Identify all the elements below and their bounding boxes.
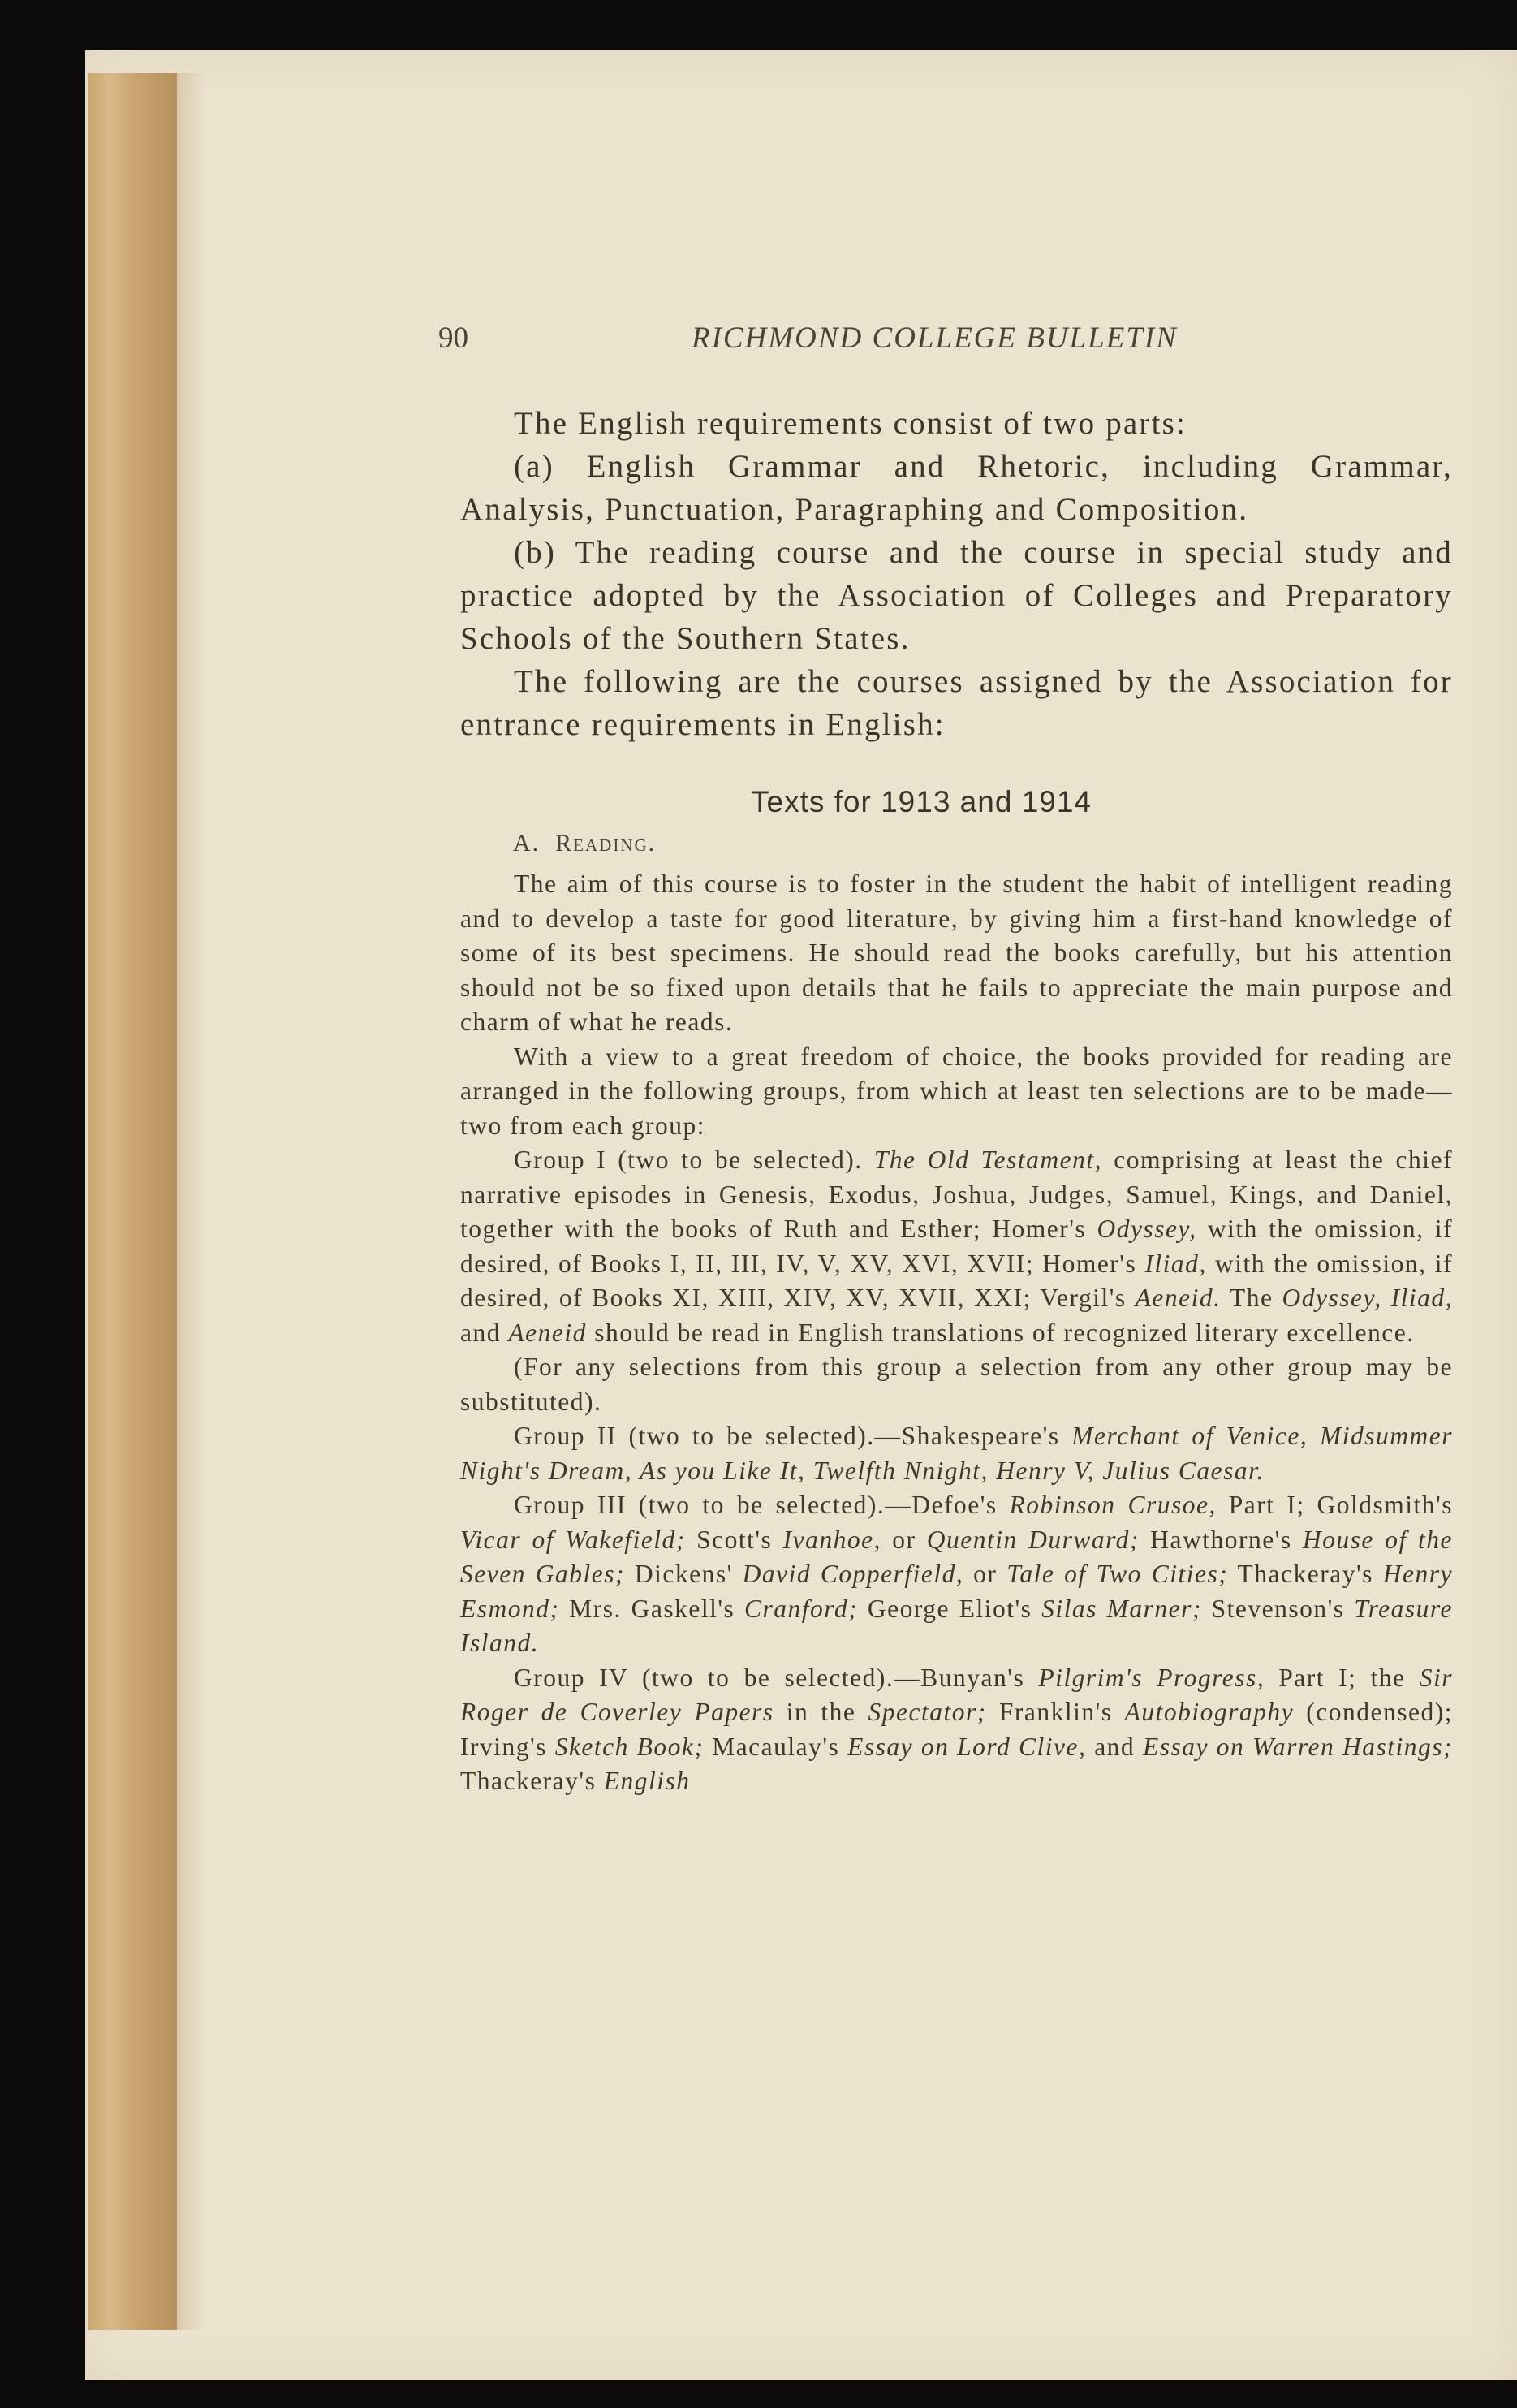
text-run: Scott's	[685, 1525, 783, 1554]
book-title: Treasure Island.	[460, 1594, 1453, 1657]
book-title: Quentin Durward;	[926, 1525, 1140, 1554]
reading-body	[460, 867, 1453, 1799]
book-title: The Old Testament,	[873, 1146, 1103, 1174]
text-run: Group II (two to be selected).—Shakespeare's	[514, 1422, 1072, 1450]
book-title: English	[603, 1767, 691, 1795]
text-run: Group III (two to be selected).—Defoe's	[514, 1491, 1010, 1519]
text-run: and	[460, 1318, 509, 1347]
text-run: Franklin's	[986, 1698, 1125, 1726]
text-run: Group IV (two to be selected).—Bunyan's	[514, 1663, 1039, 1692]
book-title: Vicar of Wakefield;	[460, 1525, 686, 1554]
text-run: Macaulay's	[704, 1732, 848, 1761]
book-title: Odyssey,	[1097, 1215, 1197, 1243]
intro-paragraph: (b) The reading course and the course in special study and practice adopted by the Association of Colleges and Preparatory Schools of the Southern States.	[460, 535, 1453, 656]
text-run: should be read in English translations of recognized literary excellence.	[586, 1318, 1415, 1347]
book-title: Odyssey, Iliad,	[1282, 1284, 1454, 1312]
substitution-note: (For any selections from this group a selection from any other group may be substituted).	[460, 1353, 1453, 1416]
group-two-paragraph	[460, 1419, 1453, 1488]
running-head: RICHMOND COLLEGE BULLETIN	[692, 321, 1178, 355]
text-run: or	[963, 1560, 1007, 1588]
text-run: in the	[774, 1698, 868, 1726]
book-title: Essay on Warren Hastings;	[1142, 1732, 1453, 1761]
text-run: Stevenson's	[1201, 1594, 1355, 1623]
page-edge-gutter	[88, 73, 177, 2330]
text-run: Hawthorne's	[1139, 1525, 1303, 1554]
section-label: Reading.	[555, 830, 657, 857]
paragraph-view: With a view to a great freedom of choice, the books provided for reading are arranged in the following groups, from which at least ten selections are to be made—two from each group:	[460, 1042, 1453, 1140]
section-heading	[513, 830, 656, 857]
text-run: The	[1221, 1284, 1282, 1312]
book-title: Essay on Lord Clive,	[847, 1732, 1087, 1761]
group-three-paragraph	[460, 1488, 1453, 1661]
text-run: George Eliot's	[858, 1594, 1042, 1623]
text-run: Group I (two to be selected).	[514, 1146, 874, 1174]
text-run: Thackeray's	[460, 1767, 604, 1795]
book-title: David Copperfield,	[742, 1560, 964, 1588]
text-run: or	[881, 1525, 927, 1554]
book-title: Silas Marner;	[1041, 1594, 1202, 1623]
paragraph-aim: The aim of this course is to foster in the student the habit of intelligent reading and to develop a taste for good literature, by giving him a first-hand knowledge of some of its best specimens. He should read the books carefully, but his attention should not be so fixed upon details that he fails to appreciate the main purpose and charm of what he reads.	[460, 870, 1453, 1036]
text-run: Mrs. Gaskell's	[559, 1594, 745, 1623]
group-one-paragraph	[460, 1143, 1453, 1350]
intro-paragraph: (a) English Grammar and Rhetoric, including Grammar, Analysis, Punctuation, Paragraphing and Composition.	[460, 449, 1453, 527]
gutter-shadow	[175, 73, 207, 2330]
book-title: Aeneid	[508, 1318, 587, 1347]
group-four-paragraph	[460, 1661, 1453, 1799]
intro-section	[460, 402, 1453, 746]
text-run: Dickens'	[625, 1560, 743, 1588]
section-letter: A.	[513, 830, 541, 857]
book-title: Henry Esmond;	[460, 1560, 1453, 1623]
text-run: and	[1086, 1732, 1143, 1761]
text-run: comprising at least the chief narrative episodes in Genesis, Exodus, Joshua, Judges, Samuel, Kings, and Daniel, together with the books of Ruth and Esther; Homer's	[460, 1146, 1453, 1243]
book-title: Spectator;	[868, 1698, 987, 1726]
book-title: Sir Roger de Coverley Papers	[460, 1663, 1454, 1726]
section-title: Texts for 1913 and 1914	[751, 785, 1092, 818]
book-title: Tale of Two Cities;	[1006, 1560, 1229, 1588]
book-title: House of the Seven Gables;	[460, 1525, 1453, 1588]
page-number: 90	[438, 321, 468, 355]
text-run: Part I; Goldsmith's	[1216, 1491, 1453, 1519]
text-run: Thackeray's	[1228, 1560, 1383, 1588]
book-title: Autobiography	[1124, 1698, 1295, 1726]
book-title: Cranford;	[744, 1594, 859, 1623]
intro-paragraph: The following are the courses assigned by the Association for entrance requirements in English:	[460, 664, 1453, 742]
book-title: Robinson Crusoe,	[1009, 1491, 1217, 1519]
text-run: with the omission, if desired, of Books I, II, III, IV, V, XV, XVI, XVII; Homer's	[460, 1215, 1453, 1278]
book-title: Ivanhoe,	[782, 1525, 881, 1554]
book-title: Iliad,	[1144, 1249, 1207, 1278]
text-run: Part I; the	[1265, 1663, 1420, 1692]
book-title: Pilgrim's Progress,	[1038, 1663, 1265, 1692]
page-header	[438, 321, 1331, 369]
text-run: (condensed); Irving's	[460, 1698, 1453, 1761]
book-title: Aeneid.	[1135, 1284, 1222, 1312]
intro-paragraph: The English requirements consist of two parts:	[514, 406, 1187, 441]
book-title: Merchant of Venice, Midsummer Night's Dream, As you Like It, Twelfth Nnight, Henry V, Julius Caesar.	[460, 1422, 1453, 1485]
book-title: Sketch Book;	[554, 1732, 705, 1761]
text-run: with the omission, if desired, of Books XI, XIII, XIV, XV, XVII, XXI; Vergil's	[460, 1249, 1453, 1312]
